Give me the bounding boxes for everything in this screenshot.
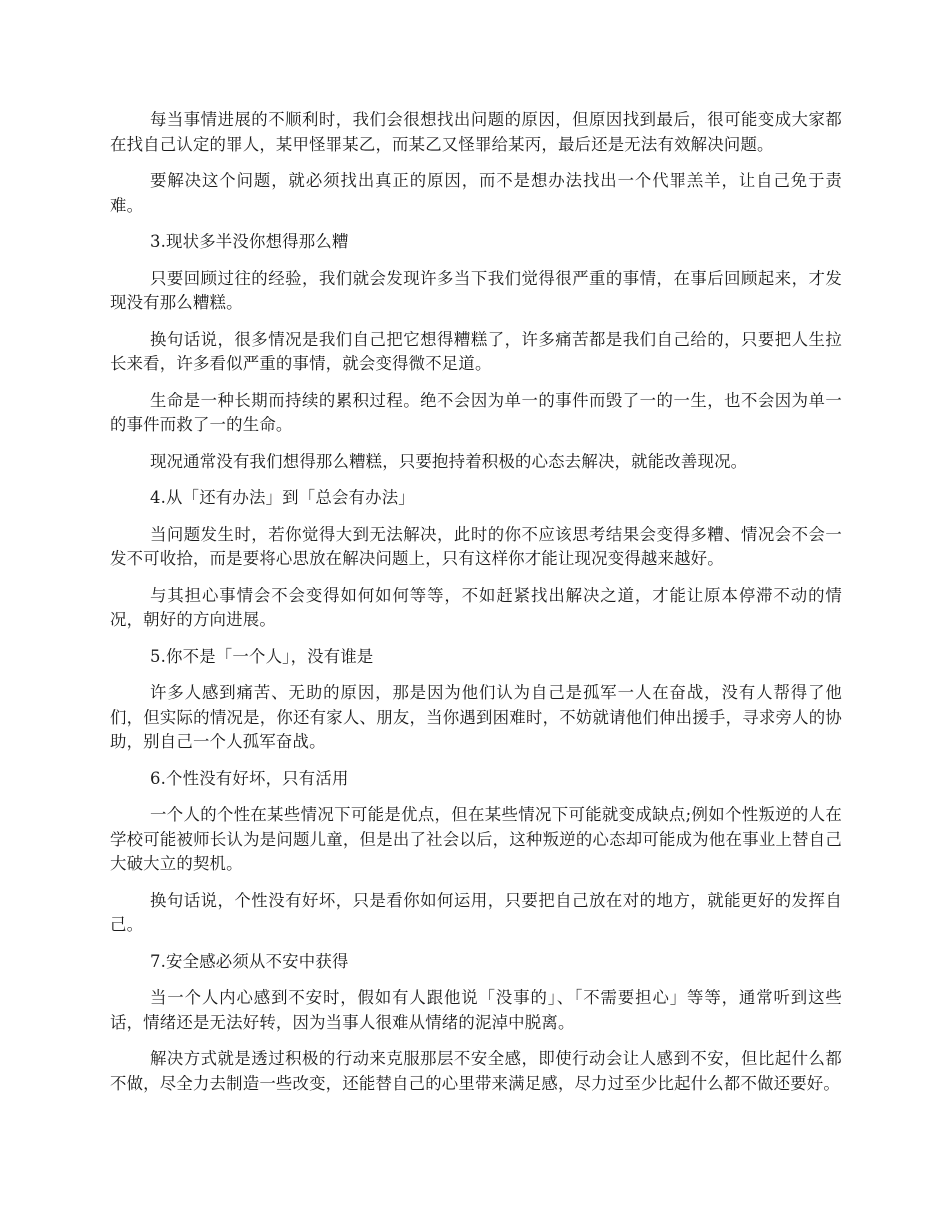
paragraph: 要解决这个问题，就必须找出真正的原因，而不是想办法找出一个代罪羔羊，让自己免于责难。	[110, 171, 842, 215]
section-heading: 4.从「还有办法」到「总会有办法」	[150, 488, 415, 507]
section-heading: 3.现状多半没你想得那么糟	[150, 232, 349, 251]
section-heading: 7.安全感必须从不安中获得	[150, 951, 349, 971]
section-heading: 5.你不是「一个人」，没有谁是	[150, 646, 374, 666]
paragraph: 每当事情进展的不顺利时，我们会很想找出问题的原因，但原因找到最后，很可能变成大家都在找自己认定的罪人，某甲怪罪某乙，而某乙又怪罪给某丙，最后还是无法有效解决问题。	[110, 110, 842, 154]
document-body	[110, 108, 842, 1108]
paragraph: 许多人感到痛苦、无助的原因，那是因为他们认为自己是孤军一人在奋战，没有人帮得了他们，但实际的情况是，你还有家人、朋友，当你遇到困难时，不妨就请他们伸出援手，寻求旁人的协助，别自己一个人孤军奋战。	[110, 683, 842, 751]
paragraph: 与其担心事情会不会变得如何如何等等，不如赶紧找出解决之道，才能让原本停滞不动的情况，朝好的方向进展。	[110, 585, 842, 629]
paragraph: 换句话说，很多情况是我们自己把它想得糟糕了，许多痛苦都是我们自己给的，只要把人生拉长来看，许多看似严重的事情，就会变得微不足道。	[110, 329, 842, 373]
section-heading: 6.个性没有好坏，只有活用	[150, 768, 349, 788]
paragraph: 只要回顾过往的经验，我们就会发现许多当下我们觉得很严重的事情，在事后回顾起来，才发现没有那么糟糕。	[110, 268, 842, 312]
paragraph: 当一个人内心感到不安时，假如有人跟他说「没事的」、「不需要担心」等等，通常听到这些话，情绪还是无法好转，因为当事人很难从情绪的泥淖中脱离。	[110, 988, 842, 1032]
paragraph: 现况通常没有我们想得那么糟糕，只要抱持着积极的心态去解决，就能改善现况。	[150, 451, 748, 471]
paragraph: 生命是一种长期而持续的累积过程。绝不会因为单一的事件而毁了一的一生，也不会因为单一的事件而救了一的生命。	[110, 390, 842, 434]
paragraph: 换句话说，个性没有好坏，只是看你如何运用，只要把自己放在对的地方，就能更好的发挥自己。	[110, 890, 842, 934]
paragraph: 解决方式就是透过积极的行动来克服那层不安全感，即使行动会让人感到不安，但比起什么都不做，尽全力去制造一些改变，还能替自己的心里带来满足感，尽力过至少比起什么都不做还要好。	[110, 1049, 842, 1093]
paragraph: 当问题发生时，若你觉得大到无法解决，此时的你不应该思考结果会变得多糟、情况会不会一发不可收拾，而是要将心思放在解决问题上，只有这样你才能让现况变得越来越好。	[110, 524, 842, 568]
paragraph: 一个人的个性在某些情况下可能是优点，但在某些情况下可能就变成缺点;例如个性叛逆的人在学校可能被师长认为是问题儿童，但是出了社会以后，这种叛逆的心态却可能成为他在事业上替自己大破大立的契机。	[110, 805, 842, 873]
